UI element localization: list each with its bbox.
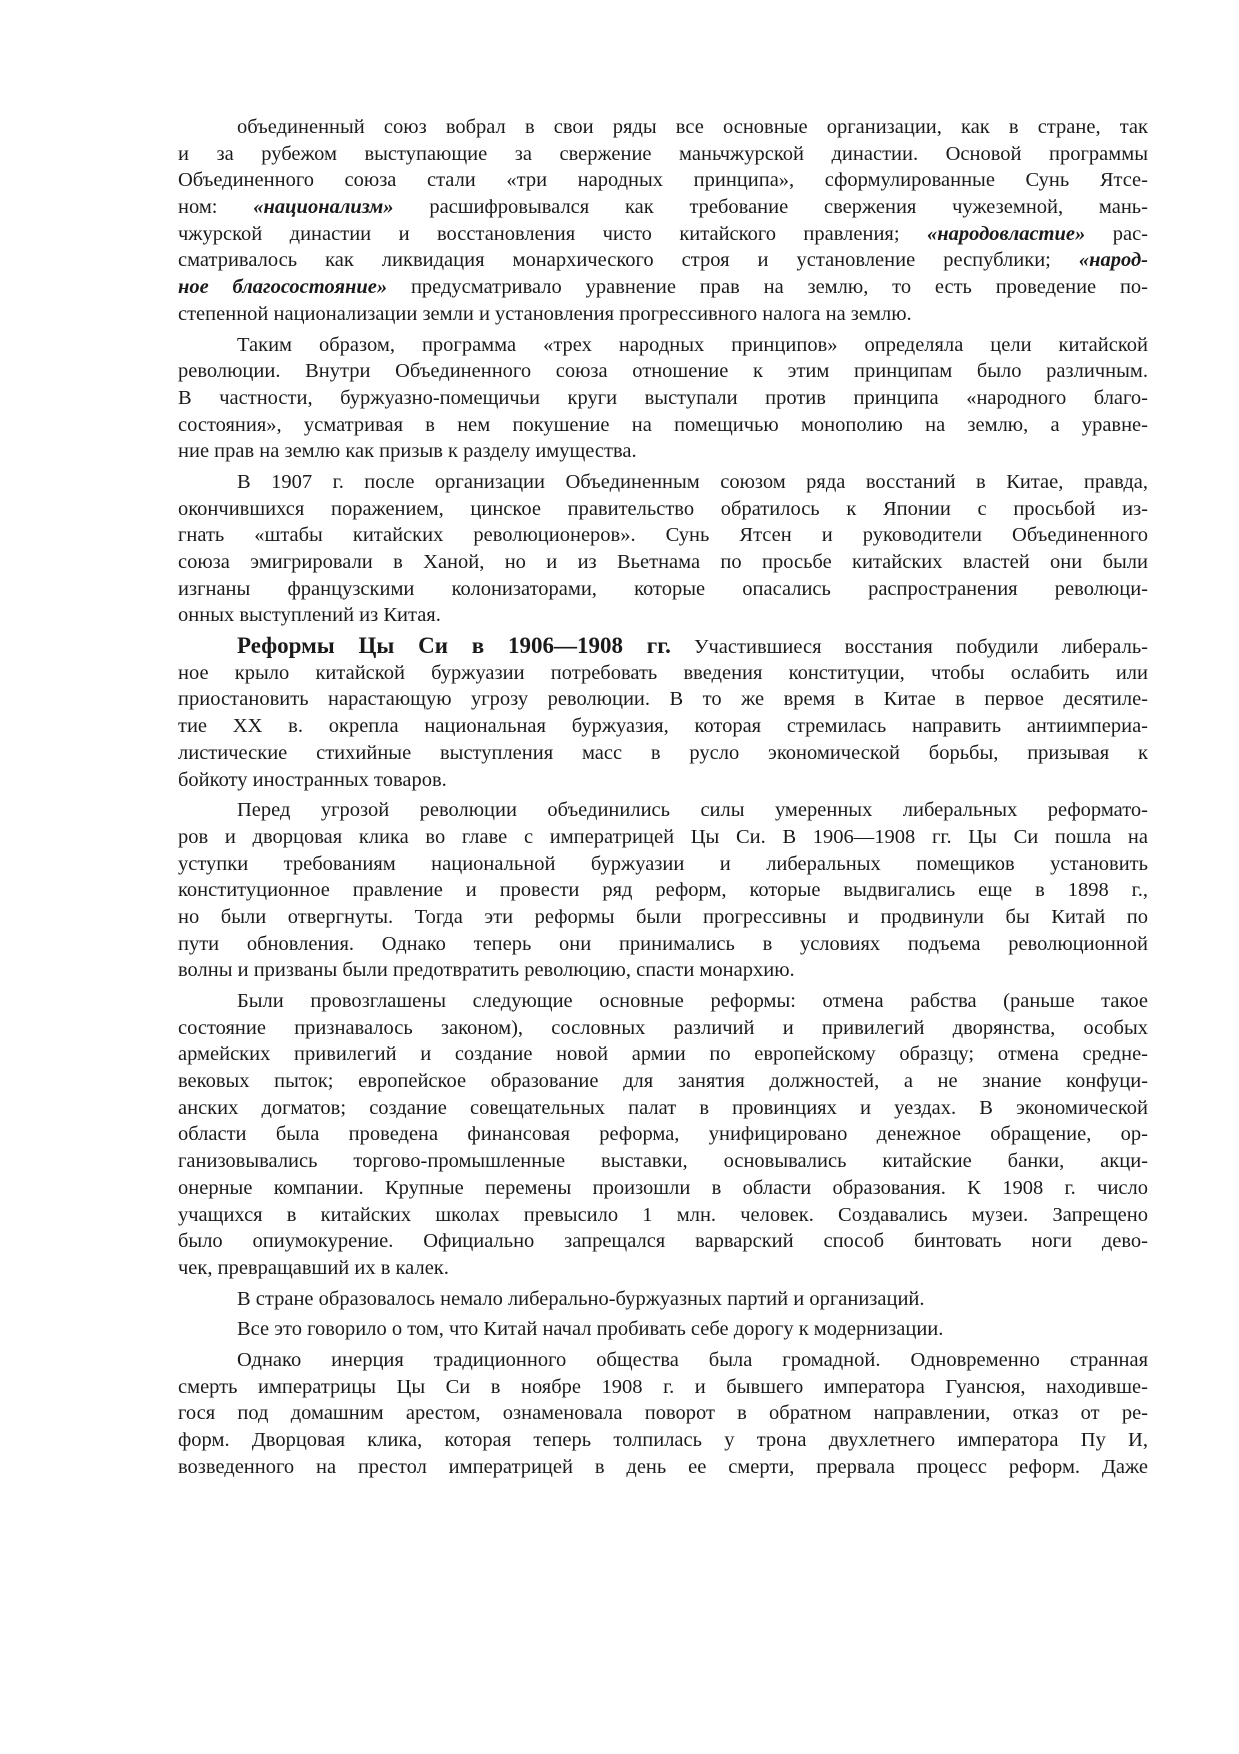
text-segment: гося под домашним арестом, ознаменовала поворот в обратном направлении, отказ от ре- <box>178 1402 1148 1425</box>
text-segment: форм. Дворцовая клика, которая теперь толпилась у трона двухлетнего императора Пу И, <box>178 1429 1148 1451</box>
text-line <box>178 332 1148 359</box>
text-line <box>178 1015 1148 1042</box>
paragraph <box>178 988 1148 1282</box>
text-segment: анских догматов; создание совещательных палат в провинциях и уездах. В экономической <box>178 1096 1148 1119</box>
text-line <box>178 1202 1148 1229</box>
text-line <box>178 931 1148 958</box>
emphasized-term: «национализм» <box>253 196 394 219</box>
paragraph <box>178 1316 1148 1343</box>
text-segment: ное крыло китайской буржуазии потребовать введения конституции, чтобы ослабить или <box>178 661 1148 684</box>
text-segment: Перед угрозой революции объединились силы умеренных либеральных реформато- <box>237 799 1148 822</box>
text-segment: окончившихся поражением, цинское правительство обратилось к Японии с просьбой из- <box>178 497 1148 520</box>
text-line <box>178 660 1148 687</box>
text-segment: бойкоту иностранных товаров. <box>178 768 447 791</box>
text-segment: ние прав на землю как призыв к разделу имущества. <box>178 440 637 463</box>
text-segment: онерные компании. Крупные перемены произошли в области образования. К 1908 г. число <box>178 1176 1148 1199</box>
text-line <box>178 633 1148 660</box>
text-segment: чжурской династии и восстановления чисто китайского правления; <box>178 222 927 245</box>
text-line <box>178 1427 1148 1454</box>
text-segment: В стране образовалось немало либерально-буржуазных партий и организаций. <box>237 1287 925 1310</box>
text-segment: расшифровывался как требование свержения чужеземной, мань- <box>393 196 1148 219</box>
text-segment: приостановить нарастающую угрозу революции. В то же время в Китае в первое десятиле- <box>178 688 1148 711</box>
text-segment: чек, превращавший их в калек. <box>178 1256 449 1279</box>
text-line <box>178 496 1148 523</box>
text-segment: возведенного на престол императрицей в день ее смерти, прервала процесс реформ. Даже <box>178 1455 1148 1478</box>
text-line <box>178 141 1148 168</box>
paragraph <box>178 797 1148 984</box>
text-segment: было опиумокурение. Официально запрещался варварский способ бинтовать ноги дево- <box>178 1230 1148 1253</box>
text-line <box>178 1121 1148 1148</box>
paragraph <box>178 114 1148 328</box>
text-line <box>178 1347 1148 1374</box>
emphasized-term: «народ- <box>1078 249 1148 272</box>
text-line <box>178 904 1148 931</box>
text-line <box>178 1454 1148 1481</box>
text-segment: рас- <box>1085 222 1148 245</box>
text-line <box>178 686 1148 713</box>
paragraph <box>178 1286 1148 1313</box>
text-segment: армейских привилегий и создание новой армии по европейскому образцу; отмена средне- <box>178 1043 1148 1066</box>
text-line <box>178 740 1148 767</box>
text-line <box>178 1400 1148 1427</box>
emphasized-term: «народовластие» <box>927 222 1086 245</box>
text-line <box>178 358 1148 385</box>
text-line <box>178 767 1148 794</box>
text-segment: и за рубежом выступающие за свержение маньчжурской династии. Основой программы <box>178 142 1148 165</box>
text-line <box>178 1095 1148 1122</box>
text-segment: вековых пыток; европейское образование для занятия должностей, а не знание конфуци- <box>178 1070 1148 1093</box>
document-page <box>178 114 1148 1484</box>
section-heading: Реформы Цы Си в 1906—1908 гг. <box>237 633 671 659</box>
text-line <box>178 1068 1148 1095</box>
text-line <box>178 221 1148 248</box>
text-segment: Участившиеся восстания побудили либераль- <box>670 636 1148 659</box>
text-line <box>178 167 1148 194</box>
text-segment: области была проведена финансовая реформа, унифицировано денежное обращение, ор- <box>178 1123 1148 1146</box>
text-segment: учащихся в китайских школах превысило 1 млн. человек. Создавались музеи. Запрещено <box>178 1203 1148 1226</box>
text-line <box>178 851 1148 878</box>
text-segment: ров и дворцовая клика во главе с императрицей Цы Си. В 1906—1908 гг. Цы Си пошла на <box>178 825 1148 848</box>
text-line <box>178 522 1148 549</box>
text-line <box>178 957 1148 984</box>
text-segment: листические стихийные выступления масс в русло экономической борьбы, призывая к <box>178 741 1148 764</box>
text-segment: тие XX в. окрепла национальная буржуазия, которая стремилась направить антиимпериа- <box>178 715 1148 738</box>
text-line <box>178 877 1148 904</box>
text-segment: изгнаны французскими колонизаторами, которые опасались распространения революци- <box>178 577 1148 600</box>
text-segment: Все это говорило о том, что Китай начал пробивать себе дорогу к модернизации. <box>237 1318 944 1341</box>
text-segment: смерть императрицы Цы Си в ноябре 1908 г. и бывшего императора Гуансюя, находивше- <box>178 1375 1148 1398</box>
text-line <box>178 1041 1148 1068</box>
text-segment: ном: <box>178 196 254 219</box>
text-segment: конституционное правление и провести ряд реформ, которые выдвигались еще в 1898 г., <box>178 879 1148 902</box>
text-line <box>178 1228 1148 1255</box>
section-heading-paragraph <box>178 633 1148 793</box>
text-segment: степенной национализации земли и установления прогрессивного налога на землю. <box>178 302 912 325</box>
text-line <box>178 988 1148 1015</box>
paragraph <box>178 332 1148 465</box>
text-line <box>178 1316 1148 1343</box>
text-line <box>178 469 1148 496</box>
text-segment: Объединенного союза стали «три народных принципа», сформулированные Сунь Ятсе- <box>178 169 1148 192</box>
text-line <box>178 1175 1148 1202</box>
text-segment: революции. Внутри Объединенного союза отношение к этим принципам было различным. <box>178 360 1148 383</box>
text-line <box>178 713 1148 740</box>
paragraph <box>178 469 1148 629</box>
text-line <box>178 824 1148 851</box>
text-line <box>178 576 1148 603</box>
text-segment: объединенный союз вобрал в свои ряды все основные организации, как в стране, так <box>237 116 1148 138</box>
text-line <box>178 1148 1148 1175</box>
text-line <box>178 1374 1148 1401</box>
text-segment: Были провозглашены следующие основные реформы: отмена рабства (раньше такое <box>237 990 1148 1012</box>
text-line <box>178 247 1148 274</box>
text-line <box>178 1255 1148 1282</box>
text-line <box>178 549 1148 576</box>
text-segment: союза эмигрировали в Ханой, но и из Вьетнама по просьбе китайских властей они были <box>178 551 1148 573</box>
text-segment: В 1907 г. после организации Объединенным союзом ряда восстаний в Китае, правда, <box>237 470 1148 493</box>
text-segment: гнать «штабы китайских революционеров». Сунь Ятсен и руководители Объединенного <box>178 524 1148 547</box>
text-line <box>178 797 1148 824</box>
text-segment: но были отвергнуты. Тогда эти реформы были прогрессивны и продвинули бы Китай по <box>178 905 1148 928</box>
text-segment: волны и призваны были предотвратить революцию, спасти монархию. <box>178 959 795 982</box>
text-segment: Однако инерция традиционного общества была громадной. Одновременно странная <box>237 1348 1148 1371</box>
text-line <box>178 274 1148 301</box>
text-segment: пути обновления. Однако теперь они принимались в условиях подъема революционной <box>178 932 1148 955</box>
text-line <box>178 1286 1148 1313</box>
text-segment: предусматривало уравнение прав на землю, то есть проведение по- <box>387 276 1148 299</box>
text-segment: ганизовывались торгово-промышленные выставки, основывались китайские банки, акци- <box>178 1150 1148 1173</box>
text-segment: онных выступлений из Китая. <box>178 604 441 627</box>
text-line <box>178 194 1148 221</box>
text-segment: Таким образом, программа «трех народных принципов» определяла цели китайской <box>237 333 1148 356</box>
text-line <box>178 412 1148 439</box>
paragraph <box>178 1347 1148 1480</box>
text-segment: уступки требованиям национальной буржуазии и либеральных помещиков установить <box>178 852 1148 875</box>
text-line <box>178 385 1148 412</box>
text-segment: В частности, буржуазно-помещичьи круги выступали против принципа «народного благо- <box>178 386 1148 409</box>
text-segment: состояние признавалось законом), сословных различий и привилегий дворянства, особых <box>178 1016 1148 1039</box>
emphasized-term: ное благосостояние» <box>178 276 388 299</box>
text-line <box>178 301 1148 328</box>
text-segment: сматривалось как ликвидация монархического строя и установление республики; <box>178 249 1079 272</box>
text-line <box>178 602 1148 629</box>
text-segment: состояния», усматривая в нем покушение на помещичью монополию на землю, а уравне- <box>178 413 1148 436</box>
text-line <box>178 438 1148 465</box>
text-line <box>178 114 1148 141</box>
